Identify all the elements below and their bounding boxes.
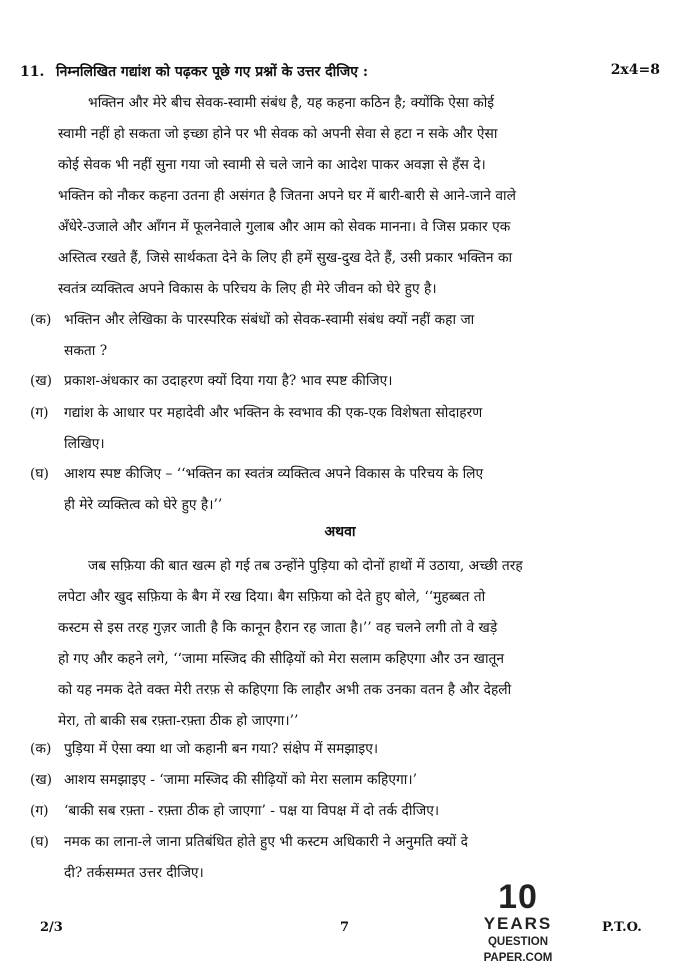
- passage-line: भक्तिन और मेरे बीच सेवक-स्वामी संबंध है, यह कहना कठिन है; क्योंकि ऐसा कोई: [88, 95, 495, 111]
- sub-question-label: (घ): [30, 466, 49, 482]
- sub-question-text: प्रकाश-अंधकार का उदाहरण क्यों दिया गया है? भाव स्पष्ट कीजिए।: [64, 373, 393, 389]
- sub-question-label: (ख): [30, 373, 53, 389]
- sub-question-text: दी? तर्कसम्मत उत्तर दीजिए।: [64, 865, 204, 881]
- sub-question-label: (ग): [30, 803, 49, 819]
- sub-question-ga: [30, 398, 632, 460]
- sub-question-label: (क): [30, 741, 52, 757]
- passage-line: मेरा, तो बाकी सब रफ़्ता-रफ़्ता ठीक हो जाएगा।’’: [58, 713, 299, 729]
- watermark-number: 10: [498, 878, 538, 916]
- passage-two: [58, 551, 660, 737]
- passage-line: स्वामी नहीं हो सकता जो इच्छा होने पर भी सेवक को अपनी सेवा से हटा न सके और ऐसा: [58, 126, 498, 142]
- sub-question-ka-2: [30, 734, 632, 765]
- passage-line: भक्तिन को नौकर कहना उतना ही असंगत है जितना अपने घर में बारी-बारी से आने-जाने वाले: [58, 188, 516, 204]
- passage-line: कस्टम से इस तरह गुज़र जाती है कि कानून हैरान रह जाता है।’’ वह चलने लगी तो वे खड़े: [58, 620, 498, 636]
- sub-question-text: सकता ?: [64, 343, 108, 359]
- sub-question-ka: [30, 305, 632, 367]
- sub-question-text: लिखिए।: [64, 436, 105, 452]
- sub-question-ga-2: [30, 796, 632, 827]
- sub-question-text: भक्तिन और लेखिका के पारस्परिक संबंधों को सेवक-स्वामी संबंध क्यों नहीं कहा जा: [64, 312, 475, 328]
- passage-line: अस्तित्व रखते हैं, जिसे सार्थकता देने के लिए ही हमें सुख-दुख देते हैं, उसी प्रकार भक्तिन का: [58, 250, 513, 266]
- paper-code: 2/3: [40, 920, 63, 935]
- question-instruction: निम्नलिखित गद्यांश को पढ़कर पूछे गए प्रश्नों के उत्तर दीजिए :: [56, 64, 369, 80]
- passage-one: [58, 88, 660, 305]
- sub-question-text: ‘बाकी सब रफ़्ता - रफ़्ता ठीक हो जाएगा’ - पक्ष या विपक्ष में दो तर्क दीजिए।: [64, 803, 440, 819]
- page-number: 7: [340, 920, 350, 935]
- passage-line: कोई सेवक भी नहीं सुना गया जो स्वामी से चले जाने का आदेश पाकर अवज्ञा से हँस दे।: [58, 157, 486, 173]
- sub-question-label: (ख): [30, 772, 53, 788]
- sub-question-text: ही मेरे व्यक्तित्व को घेरे हुए है।’’: [64, 497, 223, 513]
- or-separator: अथवा: [324, 524, 356, 540]
- passage-line: हो गए और कहने लगे, ‘‘जामा मस्जिद की सीढ़ियों को मेरा सलाम कहिएगा और उन खातून: [58, 651, 505, 667]
- sub-question-text: आशय स्पष्ट कीजिए – ‘‘भक्तिन का स्वतंत्र व्यक्तित्व अपने विकास के परिचय के लिए: [64, 466, 484, 482]
- watermark-logo: [452, 880, 584, 962]
- passage-line: को यह नमक देते वक्त मेरी तरफ़ से कहिएगा कि लाहौर अभी तक उनका वतन है और देहली: [58, 682, 512, 698]
- watermark-site: QUESTION PAPER.COM: [483, 936, 553, 964]
- passage-line: अँधेरे-उजाले और आँगन में फूलनेवाले गुलाब और आम को सेवक मानना। वे जिस प्रकार एक: [58, 219, 511, 235]
- passage-line: स्वतंत्र व्यक्तित्व अपने विकास के परिचय के लिए ही मेरे जीवन को घेरे हुए है।: [58, 281, 437, 297]
- sub-question-gha: [30, 459, 632, 521]
- sub-question-text: नमक का लाना-ले जाना प्रतिबंधित होते हुए भी कस्टम अधिकारी ने अनुमति क्यों दे: [64, 834, 468, 850]
- question-number: 11.: [20, 64, 45, 80]
- sub-question-text: गद्यांश के आधार पर महादेवी और भक्तिन के स्वभाव की एक-एक विशेषता सोदाहरण: [64, 405, 483, 421]
- sub-question-kha: [30, 366, 632, 397]
- passage-line: जब सफ़िया की बात खत्म हो गई तब उन्होंने पुड़िया को दोनों हाथों में उठाया, अच्छी तरह: [88, 558, 523, 574]
- sub-question-label: (क): [30, 312, 52, 328]
- sub-question-kha-2: [30, 765, 632, 796]
- sub-question-label: (घ): [30, 834, 49, 850]
- passage-line: लपेटा और खुद सफ़िया के बैग में रख दिया। बैग सफ़िया को देते हुए बोले, ‘‘मुहब्बत तो: [58, 589, 486, 605]
- question-heading: [20, 62, 660, 81]
- pto-label: P.T.O.: [602, 920, 642, 935]
- question-marks: 2x4=8: [610, 62, 660, 78]
- sub-question-label: (ग): [30, 405, 49, 421]
- watermark-years: YEARS: [483, 914, 553, 933]
- sub-question-text: पुड़िया में ऐसा क्या था जो कहानी बन गया? संक्षेप में समझाइए।: [64, 741, 379, 757]
- sub-question-text: आशय समझाइए - ‘जामा मस्जिद की सीढ़ियों को मेरा सलाम कहिएगा।’: [64, 772, 417, 788]
